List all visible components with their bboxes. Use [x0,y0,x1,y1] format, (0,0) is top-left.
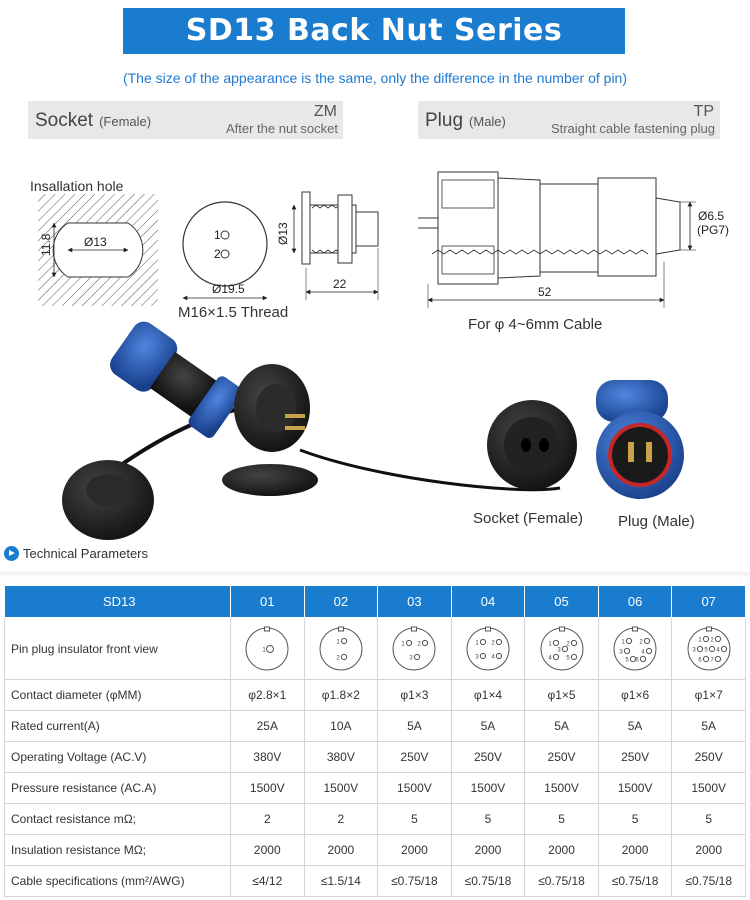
pin-hole [624,648,629,653]
hole-height-text: 11.8 [39,233,53,256]
table-header-cell: 03 [378,586,452,618]
table-row [5,835,746,866]
pin-hole [267,645,274,652]
pin-number: 6 [635,657,639,663]
socket-heading [35,110,151,132]
pin-number: 3 [619,649,623,655]
table-header-cell: 02 [304,586,378,618]
insulator-key [338,627,343,631]
insulator-key [485,627,490,631]
pin-hole [715,636,720,641]
insulator-key [412,627,417,631]
pin-hole [407,640,412,645]
row-label: Contact resistance mΩ; [5,804,231,835]
table-cell: ≤0.75/18 [672,866,746,897]
pin-diagram [390,625,438,673]
plug-code: TP [693,103,714,120]
pin-number: 3 [556,647,561,653]
table-header-cell: 04 [451,586,525,618]
pin-hole [480,639,485,644]
side-dia-text: Ø13 [276,222,290,245]
pin-number: 2 [639,639,643,645]
pin-hole [721,646,726,651]
table-cell: 2000 [451,835,525,866]
plug-gender: (Male) [469,114,506,129]
table-cell: 5A [378,711,452,742]
table-cell: 5A [525,711,599,742]
table-cell: 5 [451,804,525,835]
table-row [5,711,746,742]
pin-diagram [464,625,512,673]
pin-number: 1 [336,639,340,645]
table-cell: 1500V [525,773,599,804]
technical-drawing [0,150,750,545]
table-row [5,773,746,804]
pin-number: 2 [565,641,570,647]
table-cell: 250V [672,742,746,773]
pin-number: 2 [336,655,340,661]
pin-hole [703,656,708,661]
side-length-text: 22 [333,277,347,291]
pin-hole [571,654,576,659]
pin-number: 5 [625,657,629,663]
table-cell: 380V [231,742,305,773]
table-cell: ≤0.75/18 [378,866,452,897]
pin-hole [553,640,558,645]
pin-hole [626,638,631,643]
left-connector-photo [105,317,245,441]
row-label: Pressure resistance (AC.A) [5,773,231,804]
table-cell: φ1×3 [378,680,452,711]
table-cell: 2000 [672,835,746,866]
table-header-cell: 01 [231,586,305,618]
table-cell: 1500V [598,773,672,804]
insulator-outline [393,628,435,670]
pin-hole [640,656,645,661]
pin-hole [496,639,501,644]
play-icon [4,546,19,561]
pin-diagram [317,625,365,673]
table-cell: φ1×6 [598,680,672,711]
table-row [5,742,746,773]
pin-hole [480,653,485,658]
pin-hole [571,640,576,645]
insulator-key [559,627,564,631]
pin-number: 5 [704,647,708,653]
table-header-cell: SD13 [5,586,231,618]
pin-diagram [538,625,586,673]
table-cell: ≤0.75/18 [451,866,525,897]
table-cell: ≤0.75/18 [525,866,599,897]
parameters-table [4,585,746,897]
pin-view-cell [525,618,599,680]
table-cell: 2000 [304,835,378,866]
table-cell: 250V [378,742,452,773]
table-cell: φ1.8×2 [304,680,378,711]
pin-label-2: 2 [214,247,221,261]
pin-view-row [5,618,746,680]
plug-length-text: 52 [538,285,552,299]
table-cell: 25A [231,711,305,742]
socket-section-header [28,101,343,139]
cable-note: For φ 4~6mm Cable [468,316,603,333]
table-cell: 5A [451,711,525,742]
product-photo [62,317,684,540]
plug-name: Plug [425,110,464,131]
table-cell: φ1×5 [525,680,599,711]
technical-parameters-heading [4,544,148,562]
table-cell: 1500V [378,773,452,804]
pin-number: 1 [621,639,625,645]
pin-number: 3 [692,647,696,653]
table-cell: 2000 [378,835,452,866]
pin-number: 4 [641,649,645,655]
pin-diagram [685,625,733,673]
insulator-key [265,627,270,631]
pin-hole [644,638,649,643]
pin-number: 5 [565,655,570,661]
pin-number: 2 [710,637,714,643]
pin-hole [341,638,346,643]
table-cell: 1500V [231,773,305,804]
page-title: SD13 Back Nut Series [123,8,625,54]
cable-pg-text: (PG7) [697,223,730,237]
row-label: Operating Voltage (AC.V) [5,742,231,773]
table-cell: 2000 [598,835,672,866]
insulator-outline [467,628,509,670]
pin-number: 3 [475,654,479,660]
technical-parameters-label: Technical Parameters [23,545,148,561]
pin-view-cell [598,618,672,680]
page-subtitle: (The size of the appearance is the same, only the difference in the number of pin) [122,70,628,86]
flange-dia-text: Ø19.5 [212,282,245,296]
pin-view-cell [378,618,452,680]
row-label: Pin plug insulator front view [5,618,231,680]
pin-view-cell [672,618,746,680]
insulator-key [633,627,638,631]
pin-number: 4 [491,654,495,660]
table-cell: 5 [672,804,746,835]
pin-hole [697,646,702,651]
socket-photo-label: Socket (Female) [473,510,584,527]
table-cell: ≤1.5/14 [304,866,378,897]
table-cell: 2000 [231,835,305,866]
table-cell: 5 [598,804,672,835]
pin-view-cell [451,618,525,680]
pin-number: 4 [716,647,720,653]
pin-hole [709,646,714,651]
pin-hole [496,653,501,658]
pin-number: 7 [710,657,714,663]
pin-hole [646,648,651,653]
pin-number: 1 [401,641,406,647]
table-cell: 250V [525,742,599,773]
table-cell: 250V [451,742,525,773]
table-cell: 2000 [525,835,599,866]
row-label: Cable specifications (mm²/AWG) [5,866,231,897]
table-row [5,804,746,835]
pin-hole [715,656,720,661]
table-header-cell: 05 [525,586,599,618]
table-cell: φ1×4 [451,680,525,711]
table-cell: 5A [598,711,672,742]
pin-number: 2 [417,641,422,647]
row-label: Insulation resistance MΩ; [5,835,231,866]
installation-hole-label: Insallation hole [30,178,124,194]
socket-gender: (Female) [99,114,152,129]
table-cell: 2 [231,804,305,835]
plug-side-view [418,172,696,308]
pin-number: 4 [547,655,552,661]
pin-hole [562,646,567,651]
pin-hole [703,636,708,641]
table-cell: φ1×7 [672,680,746,711]
plug-description: Straight cable fastening plug [550,121,715,136]
table-cell: 5A [672,711,746,742]
pin-hole [423,640,428,645]
pin-diagram [243,625,291,673]
pin-hole [341,654,346,659]
table-header-cell: 06 [598,586,672,618]
table-cell: 5 [378,804,452,835]
drawing-svg [0,150,750,545]
row-label: Rated current(A) [5,711,231,742]
pin-number: 6 [698,657,702,663]
insulator-key [706,627,711,631]
socket-description: After the nut socket [225,121,338,136]
table-cell: ≤0.75/18 [598,866,672,897]
row-label: Contact diameter (φMM) [5,680,231,711]
table-cell: 10A [304,711,378,742]
cable-dia-text: Ø6.5 [698,209,725,223]
table-cell: 1500V [304,773,378,804]
plug-section-header [418,101,720,139]
socket-name: Socket [35,110,94,131]
table-cell: 2 [304,804,378,835]
pin-number: 1 [547,641,552,647]
table-cell: 5 [525,804,599,835]
table-cell: 380V [304,742,378,773]
pin-number: 1 [475,640,479,646]
section-divider [0,572,750,578]
pin-number: 1 [262,647,266,653]
insulator-outline [320,628,362,670]
installation-hole-drawing [38,194,158,306]
table-header-cell: 07 [672,586,746,618]
pin-number: 1 [698,637,702,643]
table-header-row [5,586,746,618]
table-cell: 1500V [451,773,525,804]
pin-hole [415,654,420,659]
table-cell: 250V [598,742,672,773]
table-row [5,680,746,711]
plug-heading [425,110,506,132]
table-row [5,866,746,897]
pin-hole [553,654,558,659]
pin-view-cell [231,618,305,680]
thread-label: M16×1.5 Thread [178,304,289,321]
pin-view-cell [304,618,378,680]
hole-dia-text: Ø13 [84,235,107,249]
table-cell: φ2.8×1 [231,680,305,711]
table-cell: 1500V [672,773,746,804]
pin-label-1: 1 [214,228,221,242]
pin-number: 2 [491,640,495,646]
pin-diagram [611,625,659,673]
plug-photo-label: Plug (Male) [618,513,695,530]
table-cell: ≤4/12 [231,866,305,897]
male-plug-photo [596,380,684,499]
flat-cap-photo [222,464,318,496]
pin-number: 3 [409,655,414,661]
socket-code: ZM [313,103,337,120]
